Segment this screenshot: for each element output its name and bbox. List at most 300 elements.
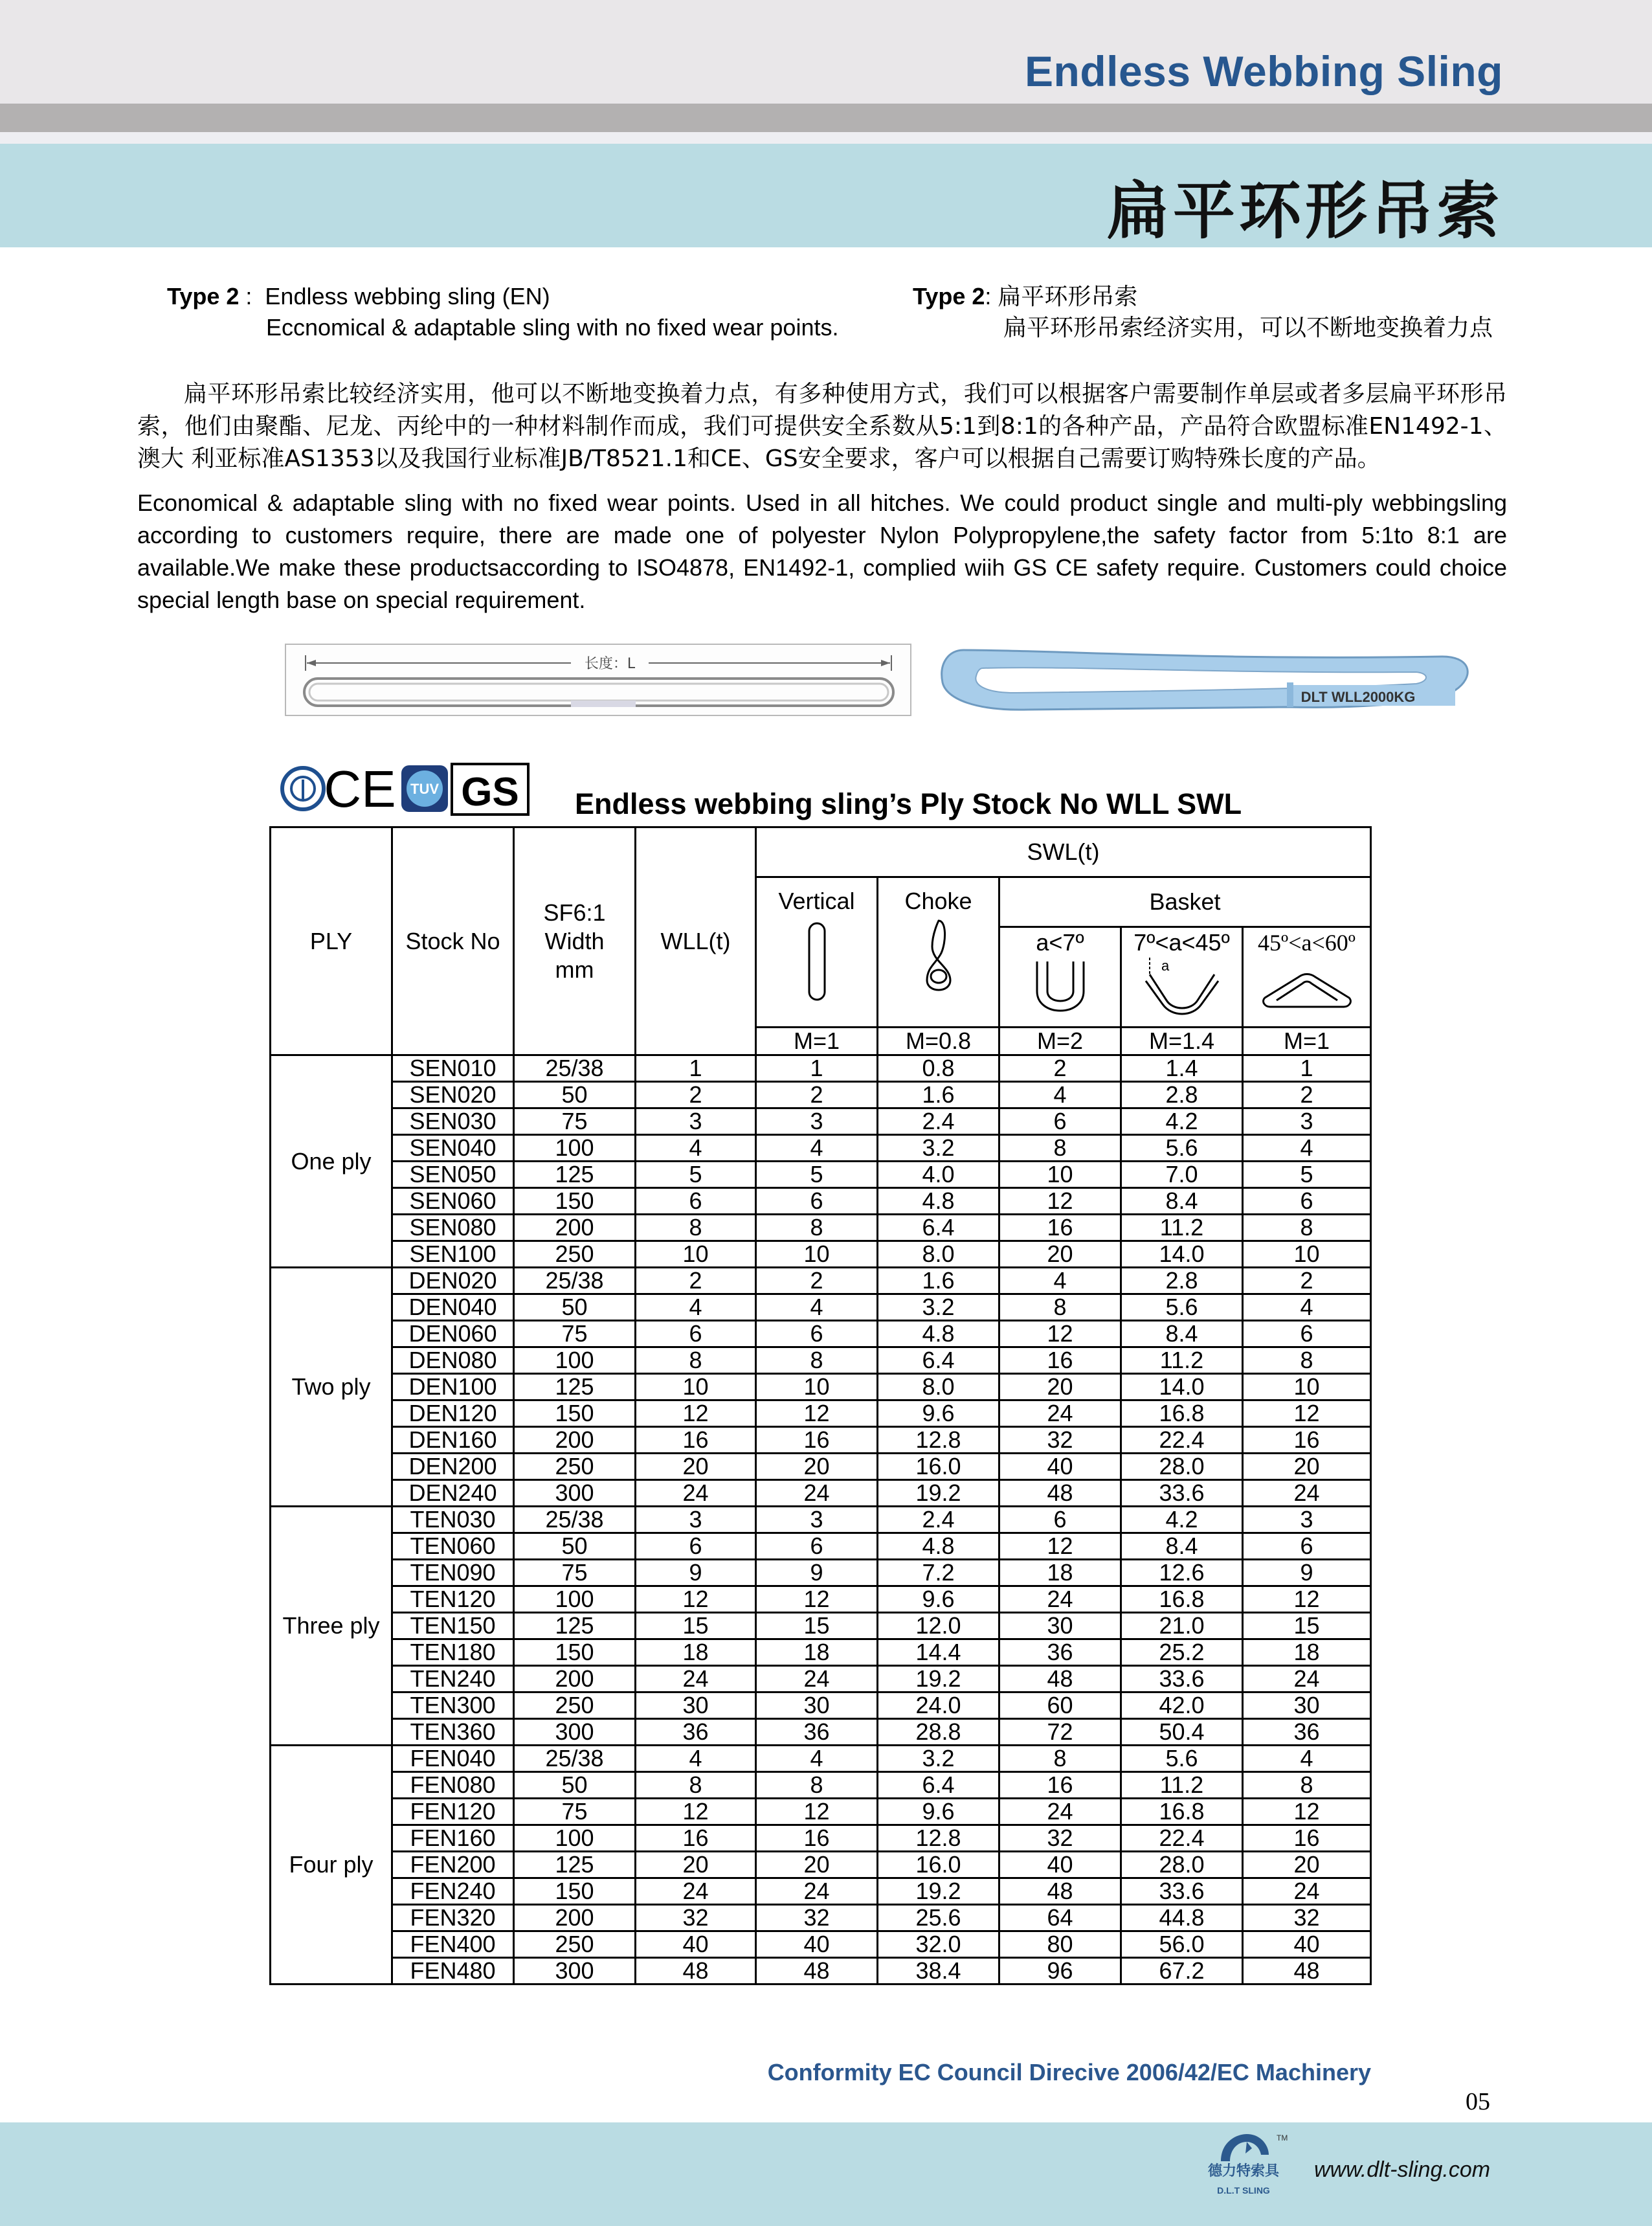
header-width-line3: mm [555, 956, 594, 983]
cell-swl-choke: 3.2 [878, 1746, 999, 1772]
cell-swl-basket-a7: 20 [999, 1374, 1121, 1400]
cell-swl-basket-a7: 12 [999, 1533, 1121, 1560]
cell-swl-choke: 8.0 [878, 1241, 999, 1268]
cell-width: 100 [514, 1825, 636, 1852]
cell-swl-basket-a45: 22.4 [1121, 1825, 1243, 1852]
cell-swl-vertical: 20 [756, 1454, 878, 1480]
cell-wll: 24 [636, 1666, 756, 1692]
cell-wll: 16 [636, 1825, 756, 1852]
cell-wll: 20 [636, 1454, 756, 1480]
cell-swl-basket-a7: 8 [999, 1746, 1121, 1772]
cell-swl-basket-a7: 30 [999, 1613, 1121, 1639]
cell-swl-basket-a60: 6 [1243, 1533, 1371, 1560]
cell-width: 125 [514, 1852, 636, 1878]
certification-logos-svg [280, 758, 532, 820]
cell-stock-no: FEN240 [392, 1878, 514, 1905]
cell-swl-vertical: 2 [756, 1082, 878, 1108]
cell-stock-no: TEN090 [392, 1560, 514, 1586]
cell-wll: 12 [636, 1586, 756, 1613]
cell-width: 100 [514, 1347, 636, 1374]
cell-swl-vertical: 24 [756, 1480, 878, 1507]
cell-swl-basket-a7: 80 [999, 1931, 1121, 1958]
basket-angle-45-icon [1137, 955, 1227, 1020]
svg-text:a: a [1161, 958, 1169, 974]
header-ply: PLY [271, 827, 392, 1055]
cell-swl-basket-a60: 2 [1243, 1082, 1371, 1108]
cell-stock-no: FEN400 [392, 1931, 514, 1958]
cell-swl-vertical: 15 [756, 1613, 878, 1639]
length-label: 长度：L [584, 656, 636, 672]
cell-swl-basket-a45: 28.0 [1121, 1852, 1243, 1878]
cell-wll: 5 [636, 1162, 756, 1188]
cell-swl-basket-a7: 72 [999, 1719, 1121, 1746]
type-separator: : [239, 283, 252, 309]
cell-swl-vertical: 5 [756, 1162, 878, 1188]
cell-swl-vertical: 6 [756, 1321, 878, 1347]
cell-swl-basket-a45: 67.2 [1121, 1958, 1243, 1984]
cell-swl-basket-a60: 30 [1243, 1692, 1371, 1719]
cell-swl-basket-a60: 20 [1243, 1852, 1371, 1878]
cell-stock-no: SEN060 [392, 1188, 514, 1215]
table-row [271, 1613, 1371, 1639]
cell-wll: 6 [636, 1533, 756, 1560]
cell-swl-basket-a45: 11.2 [1121, 1215, 1243, 1241]
cell-swl-basket-a45: 33.6 [1121, 1666, 1243, 1692]
header-choke [878, 877, 999, 1028]
type-name: Endless webbing sling (EN) [265, 283, 550, 309]
cell-swl-basket-a45: 16.8 [1121, 1799, 1243, 1825]
cell-swl-vertical: 4 [756, 1746, 878, 1772]
cell-swl-basket-a60: 5 [1243, 1162, 1371, 1188]
cell-swl-basket-a7: 48 [999, 1666, 1121, 1692]
cell-swl-choke: 6.4 [878, 1772, 999, 1799]
cell-swl-basket-a45: 14.0 [1121, 1241, 1243, 1268]
cell-width: 250 [514, 1692, 636, 1719]
cell-swl-vertical: 8 [756, 1215, 878, 1241]
cell-stock-no: SEN050 [392, 1162, 514, 1188]
cell-width: 125 [514, 1613, 636, 1639]
cell-swl-basket-a45: 12.6 [1121, 1560, 1243, 1586]
cell-swl-basket-a60: 1 [1243, 1055, 1371, 1082]
cell-width: 150 [514, 1400, 636, 1427]
cell-width: 300 [514, 1480, 636, 1507]
cell-wll: 12 [636, 1799, 756, 1825]
cell-swl-vertical: 3 [756, 1507, 878, 1533]
table-row [271, 1905, 1371, 1931]
cell-width: 300 [514, 1958, 636, 1984]
cell-wll: 24 [636, 1878, 756, 1905]
cell-wll: 20 [636, 1852, 756, 1878]
type-description-en [167, 281, 838, 343]
table-row [271, 1215, 1371, 1241]
cell-swl-basket-a45: 28.0 [1121, 1454, 1243, 1480]
cell-width: 50 [514, 1082, 636, 1108]
cell-swl-basket-a60: 18 [1243, 1639, 1371, 1666]
cell-swl-choke: 25.6 [878, 1905, 999, 1931]
header-basket-a7 [999, 927, 1121, 1028]
cell-wll: 40 [636, 1931, 756, 1958]
cell-swl-vertical: 2 [756, 1268, 878, 1294]
ply-group-label: Two ply [271, 1268, 392, 1507]
cell-swl-basket-a60: 3 [1243, 1507, 1371, 1533]
cell-swl-choke: 16.0 [878, 1852, 999, 1878]
cell-wll: 1 [636, 1055, 756, 1082]
cell-swl-basket-a45: 8.4 [1121, 1188, 1243, 1215]
table-row [271, 1878, 1371, 1905]
cell-swl-basket-a7: 8 [999, 1294, 1121, 1321]
type-subtitle-cn: 扁平环形吊索经济实用，可以不断地变换着力点 [1003, 315, 1493, 341]
header-basket-a7-label: a<7º [1036, 929, 1084, 956]
website-url: www.dlt-sling.com [1314, 2157, 1491, 2182]
cell-width: 100 [514, 1135, 636, 1162]
sling-photo [937, 644, 1476, 715]
table-row [271, 1374, 1371, 1400]
cell-swl-choke: 12.0 [878, 1613, 999, 1639]
cell-stock-no: DEN040 [392, 1294, 514, 1321]
cell-swl-choke: 9.6 [878, 1586, 999, 1613]
cell-width: 75 [514, 1560, 636, 1586]
sling-length-diagram-svg [286, 645, 910, 715]
cell-width: 200 [514, 1215, 636, 1241]
cell-swl-basket-a60: 10 [1243, 1241, 1371, 1268]
cell-swl-basket-a60: 20 [1243, 1454, 1371, 1480]
page-title-en: Endless Webbing Sling [1024, 47, 1503, 95]
header-gap [0, 132, 1652, 144]
cell-swl-choke: 12.8 [878, 1825, 999, 1852]
cell-width: 50 [514, 1294, 636, 1321]
cell-width: 25/38 [514, 1507, 636, 1533]
logo-en-text: D.L.T SLING [1217, 2185, 1270, 2196]
cell-swl-basket-a7: 32 [999, 1825, 1121, 1852]
cell-wll: 12 [636, 1400, 756, 1427]
cell-swl-basket-a45: 1.4 [1121, 1055, 1243, 1082]
cell-swl-vertical: 12 [756, 1586, 878, 1613]
factor-basket-a45: M=1.4 [1121, 1028, 1243, 1055]
cell-swl-basket-a45: 5.6 [1121, 1746, 1243, 1772]
cell-swl-vertical: 36 [756, 1719, 878, 1746]
page-title-cn: 扁平环形吊索 [1107, 175, 1503, 247]
cell-swl-basket-a60: 9 [1243, 1560, 1371, 1586]
cell-stock-no: TEN030 [392, 1507, 514, 1533]
table-row [271, 1108, 1371, 1135]
sling-wll-label: DLT WLL2000KG [1300, 689, 1416, 705]
cell-swl-choke: 32.0 [878, 1931, 999, 1958]
cell-swl-choke: 4.8 [878, 1188, 999, 1215]
cell-stock-no: SEN100 [392, 1241, 514, 1268]
type-label-cn: Type 2 [913, 283, 985, 309]
cell-swl-vertical: 6 [756, 1533, 878, 1560]
sling-length-diagram [285, 644, 911, 716]
cell-swl-vertical: 3 [756, 1108, 878, 1135]
cell-swl-basket-a60: 4 [1243, 1746, 1371, 1772]
factor-basket-a60: M=1 [1243, 1028, 1371, 1055]
table-row [271, 1931, 1371, 1958]
cell-swl-basket-a7: 16 [999, 1772, 1121, 1799]
cell-swl-basket-a45: 16.8 [1121, 1586, 1243, 1613]
header-choke-label: Choke [904, 888, 972, 914]
cell-swl-choke: 4.8 [878, 1533, 999, 1560]
cell-wll: 2 [636, 1268, 756, 1294]
table-row [271, 1825, 1371, 1852]
cell-swl-basket-a60: 32 [1243, 1905, 1371, 1931]
cell-width: 150 [514, 1188, 636, 1215]
cell-swl-basket-a7: 8 [999, 1135, 1121, 1162]
cell-swl-choke: 4.0 [878, 1162, 999, 1188]
cell-swl-basket-a7: 24 [999, 1799, 1121, 1825]
cell-swl-vertical: 16 [756, 1427, 878, 1454]
cell-swl-basket-a45: 2.8 [1121, 1268, 1243, 1294]
cell-swl-vertical: 40 [756, 1931, 878, 1958]
table-row [271, 1241, 1371, 1268]
cell-swl-basket-a60: 48 [1243, 1958, 1371, 1984]
table-row [271, 1666, 1371, 1692]
cell-stock-no: TEN120 [392, 1586, 514, 1613]
header-vertical-label: Vertical [778, 888, 855, 914]
table-row [271, 1268, 1371, 1294]
cell-wll: 8 [636, 1772, 756, 1799]
cell-swl-basket-a60: 4 [1243, 1135, 1371, 1162]
table-row [271, 1586, 1371, 1613]
cell-stock-no: DEN020 [392, 1268, 514, 1294]
type-name-cn: 扁平环形吊索 [998, 284, 1138, 310]
cell-stock-no: SEN030 [392, 1108, 514, 1135]
cell-width: 150 [514, 1878, 636, 1905]
cell-width: 150 [514, 1639, 636, 1666]
cell-swl-basket-a45: 56.0 [1121, 1931, 1243, 1958]
header-width [514, 827, 636, 1055]
cell-swl-basket-a60: 6 [1243, 1321, 1371, 1347]
cell-wll: 6 [636, 1321, 756, 1347]
cell-swl-basket-a45: 11.2 [1121, 1347, 1243, 1374]
cell-swl-vertical: 24 [756, 1666, 878, 1692]
table-row [271, 1799, 1371, 1825]
cell-width: 25/38 [514, 1746, 636, 1772]
cell-swl-basket-a45: 14.0 [1121, 1374, 1243, 1400]
cell-swl-vertical: 9 [756, 1560, 878, 1586]
table-row [271, 1454, 1371, 1480]
cell-swl-basket-a7: 40 [999, 1454, 1121, 1480]
cell-width: 25/38 [514, 1268, 636, 1294]
cell-width: 250 [514, 1931, 636, 1958]
cell-wll: 32 [636, 1905, 756, 1931]
cell-wll: 2 [636, 1082, 756, 1108]
cell-swl-basket-a60: 10 [1243, 1374, 1371, 1400]
cell-swl-choke: 7.2 [878, 1560, 999, 1586]
cell-swl-choke: 12.8 [878, 1427, 999, 1454]
cell-swl-basket-a60: 16 [1243, 1825, 1371, 1852]
cell-swl-basket-a45: 11.2 [1121, 1772, 1243, 1799]
cell-swl-vertical: 48 [756, 1958, 878, 1984]
table-row [271, 1347, 1371, 1374]
cell-swl-vertical: 16 [756, 1825, 878, 1852]
cell-wll: 30 [636, 1692, 756, 1719]
cell-wll: 8 [636, 1347, 756, 1374]
table-row [271, 1162, 1371, 1188]
cell-swl-basket-a45: 4.2 [1121, 1108, 1243, 1135]
cell-swl-vertical: 24 [756, 1878, 878, 1905]
cell-swl-vertical: 32 [756, 1905, 878, 1931]
cell-swl-basket-a45: 21.0 [1121, 1613, 1243, 1639]
header-stock-no: Stock No [392, 827, 514, 1055]
cell-width: 75 [514, 1108, 636, 1135]
ce-mark-icon: CE [324, 760, 396, 818]
cell-swl-basket-a7: 4 [999, 1082, 1121, 1108]
cell-swl-basket-a45: 4.2 [1121, 1507, 1243, 1533]
cell-swl-choke: 38.4 [878, 1958, 999, 1984]
cell-wll: 4 [636, 1294, 756, 1321]
table-row [271, 1135, 1371, 1162]
cell-width: 200 [514, 1905, 636, 1931]
cell-swl-basket-a60: 12 [1243, 1586, 1371, 1613]
cell-wll: 10 [636, 1241, 756, 1268]
cell-swl-choke: 8.0 [878, 1374, 999, 1400]
vertical-hitch-icon [798, 916, 836, 1006]
dlt-logo-icon [1201, 2129, 1286, 2200]
cell-wll: 4 [636, 1135, 756, 1162]
cell-swl-vertical: 8 [756, 1772, 878, 1799]
cell-swl-basket-a7: 32 [999, 1427, 1121, 1454]
table-row [271, 1055, 1371, 1082]
table-row [271, 1400, 1371, 1427]
header-basket: Basket [999, 877, 1371, 927]
cell-swl-basket-a45: 2.8 [1121, 1082, 1243, 1108]
cell-wll: 3 [636, 1108, 756, 1135]
cell-swl-basket-a7: 36 [999, 1639, 1121, 1666]
table-row [271, 1427, 1371, 1454]
type-subtitle: Eccnomical & adaptable sling with no fixed wear points. [266, 314, 839, 341]
cell-width: 250 [514, 1454, 636, 1480]
table-row [271, 1772, 1371, 1799]
ply-group-label: One ply [271, 1055, 392, 1268]
cell-swl-basket-a7: 6 [999, 1507, 1121, 1533]
header-basket-a45 [1121, 927, 1243, 1028]
cell-swl-vertical: 10 [756, 1374, 878, 1400]
certification-logos [280, 758, 532, 820]
cell-swl-vertical: 4 [756, 1294, 878, 1321]
cell-width: 100 [514, 1586, 636, 1613]
cell-width: 50 [514, 1772, 636, 1799]
cell-swl-basket-a60: 15 [1243, 1613, 1371, 1639]
cell-width: 75 [514, 1799, 636, 1825]
type-label: Type 2 [167, 283, 240, 309]
cell-wll: 8 [636, 1215, 756, 1241]
dlt-logo [1201, 2129, 1286, 2200]
cell-stock-no: TEN180 [392, 1639, 514, 1666]
cell-wll: 10 [636, 1374, 756, 1400]
cell-stock-no: FEN120 [392, 1799, 514, 1825]
cell-swl-basket-a7: 20 [999, 1241, 1121, 1268]
cell-wll: 6 [636, 1188, 756, 1215]
cell-width: 25/38 [514, 1055, 636, 1082]
cell-swl-basket-a7: 16 [999, 1347, 1121, 1374]
cell-swl-choke: 19.2 [878, 1666, 999, 1692]
cell-swl-vertical: 18 [756, 1639, 878, 1666]
cell-swl-choke: 16.0 [878, 1454, 999, 1480]
header-width-line2: Width [544, 927, 605, 954]
table-row [271, 1639, 1371, 1666]
cell-swl-vertical: 6 [756, 1188, 878, 1215]
cell-swl-basket-a7: 64 [999, 1905, 1121, 1931]
table-row [271, 1507, 1371, 1533]
cell-swl-basket-a45: 44.8 [1121, 1905, 1243, 1931]
cell-swl-basket-a60: 12 [1243, 1799, 1371, 1825]
header-grey-stripe [0, 104, 1652, 132]
header-basket-a60-label: 45º<a<60º [1258, 930, 1356, 956]
table-row [271, 1692, 1371, 1719]
cell-wll: 3 [636, 1507, 756, 1533]
svg-text:GS: GS [461, 770, 519, 815]
cell-swl-basket-a60: 8 [1243, 1772, 1371, 1799]
factor-basket-a7: M=2 [999, 1028, 1121, 1055]
cell-swl-vertical: 4 [756, 1135, 878, 1162]
cell-swl-basket-a7: 40 [999, 1852, 1121, 1878]
cell-swl-basket-a7: 48 [999, 1480, 1121, 1507]
cell-swl-basket-a60: 24 [1243, 1878, 1371, 1905]
cell-swl-basket-a45: 5.6 [1121, 1294, 1243, 1321]
cell-swl-basket-a45: 5.6 [1121, 1135, 1243, 1162]
cell-width: 50 [514, 1533, 636, 1560]
table-row [271, 1294, 1371, 1321]
cell-stock-no: FEN200 [392, 1852, 514, 1878]
cell-swl-vertical: 1 [756, 1055, 878, 1082]
cell-swl-basket-a7: 60 [999, 1692, 1121, 1719]
cell-swl-basket-a60: 2 [1243, 1268, 1371, 1294]
cell-swl-basket-a60: 24 [1243, 1666, 1371, 1692]
cell-swl-basket-a60: 36 [1243, 1719, 1371, 1746]
cell-stock-no: DEN060 [392, 1321, 514, 1347]
cell-swl-choke: 0.8 [878, 1055, 999, 1082]
cell-swl-choke: 9.6 [878, 1799, 999, 1825]
cell-swl-basket-a45: 50.4 [1121, 1719, 1243, 1746]
cell-swl-basket-a7: 18 [999, 1560, 1121, 1586]
cell-swl-choke: 2.4 [878, 1108, 999, 1135]
header-swl: SWL(t) [756, 827, 1371, 877]
cell-stock-no: SEN040 [392, 1135, 514, 1162]
cell-wll: 15 [636, 1613, 756, 1639]
cell-swl-basket-a60: 16 [1243, 1427, 1371, 1454]
cell-swl-basket-a45: 25.2 [1121, 1639, 1243, 1666]
header-wll: WLL(t) [636, 827, 756, 1055]
cell-wll: 48 [636, 1958, 756, 1984]
factor-choke: M=0.8 [878, 1028, 999, 1055]
ply-group-label: Three ply [271, 1507, 392, 1746]
cell-swl-basket-a45: 33.6 [1121, 1878, 1243, 1905]
cell-stock-no: DEN200 [392, 1454, 514, 1480]
cell-stock-no: TEN240 [392, 1666, 514, 1692]
cell-swl-basket-a7: 10 [999, 1162, 1121, 1188]
cell-swl-choke: 9.6 [878, 1400, 999, 1427]
table-row [271, 1321, 1371, 1347]
cell-wll: 36 [636, 1719, 756, 1746]
cell-swl-choke: 28.8 [878, 1719, 999, 1746]
sling-photo-svg [937, 644, 1476, 715]
cell-swl-basket-a7: 12 [999, 1321, 1121, 1347]
cell-swl-basket-a45: 16.8 [1121, 1400, 1243, 1427]
cell-wll: 24 [636, 1480, 756, 1507]
cell-swl-basket-a7: 2 [999, 1055, 1121, 1082]
description-en: Economical & adaptable sling with no fixed wear points. Used in all hitches. We could product single and multi-ply webbingsling according to customers require, there are made one of polyester Nylon Polypropylene,the safety factor from 5:1to 8:1 are available.We make these productsaccording to ISO4878, EN1492-1, complied wiih GS CE safety require. Customers could choice special length base on special requirement. [137, 489, 1507, 613]
table-row [271, 1746, 1371, 1772]
cell-stock-no: FEN080 [392, 1772, 514, 1799]
type-description-cn [913, 281, 1493, 344]
cell-swl-choke: 4.8 [878, 1321, 999, 1347]
header-basket-a45-label: 7º<a<45º [1133, 929, 1230, 956]
type-separator-cn: : [985, 283, 992, 309]
table-row [271, 1560, 1371, 1586]
table-title: Endless webbing sling’s Ply Stock No WLL SWL [575, 787, 1242, 820]
cell-swl-basket-a45: 33.6 [1121, 1480, 1243, 1507]
description-cn: 扁平环形吊索比较经济实用，他可以不断地变换着力点，有多种使用方式，我们可以根据客户需要制作单层或者多层扁平环形吊索，他们由聚酯、尼龙、丙纶中的一种材料制作而成，我们可提供安全系数从5:1到8:1的各种产品，产品符合欧盟标准EN1492-1、澳大 利亚标准AS1353以及我国行业标准JB/T8521.1和CE、GS安全要求，客户可以根据自己需要订购特殊长度的产品。 [137, 381, 1507, 472]
